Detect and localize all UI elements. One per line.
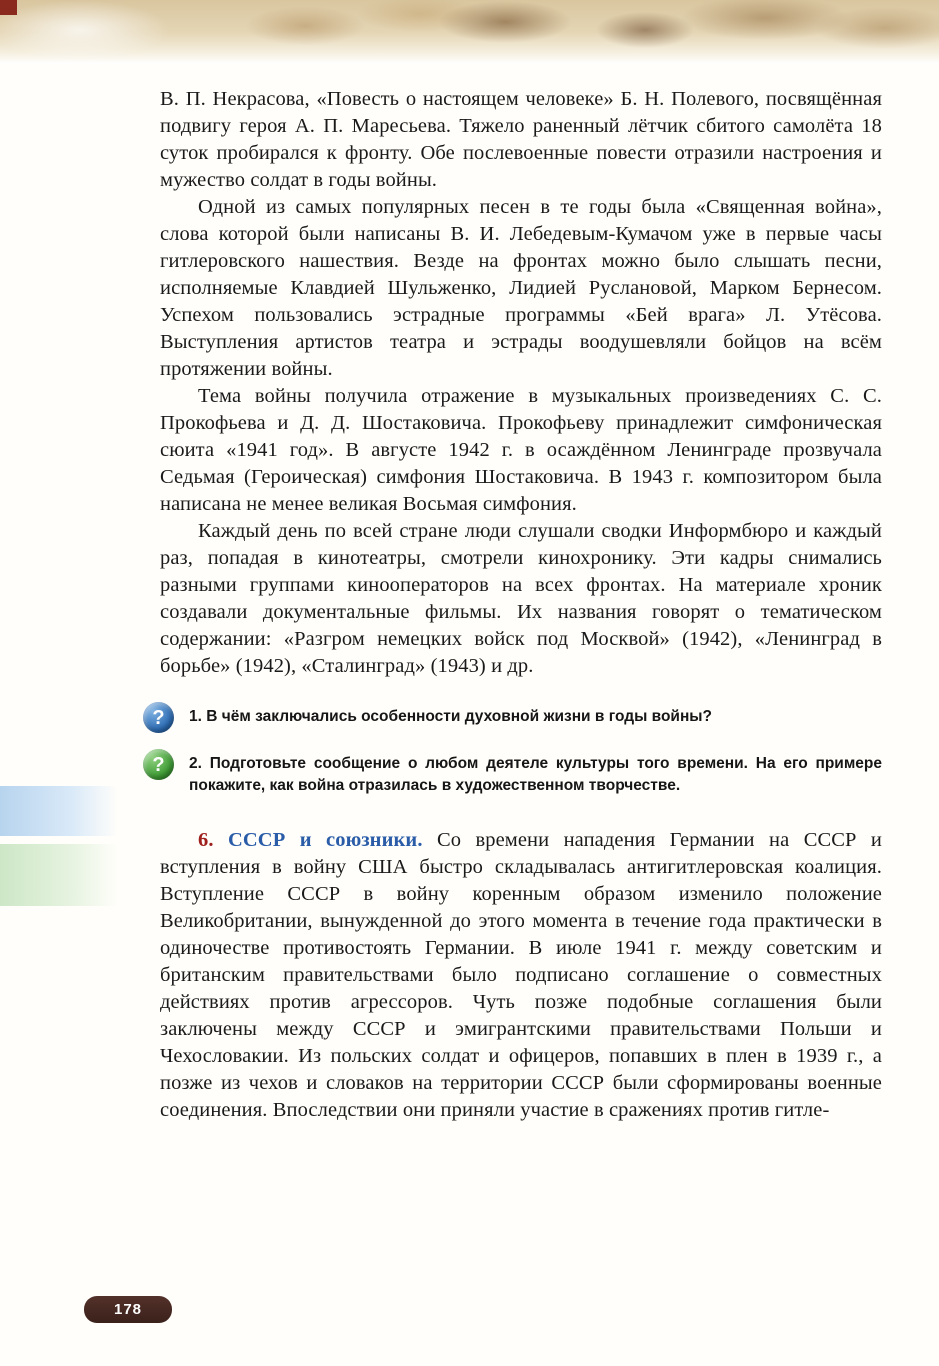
corner-mark (0, 0, 17, 15)
question-mark-icon: ? (143, 749, 174, 780)
questions-block (152, 704, 882, 797)
question-text (189, 751, 882, 797)
page-number-badge: 178 (84, 1296, 172, 1323)
body-paragraph: Каждый день по всей стране люди слушали сводки Информбюро и каждый раз, попадая в кинотеатры, смотрели кинохронику. Эти кадры снимались разными группами кинооператоров на всех фронтах. На материале хроник создавали документальные фильмы. Их названия говорят о тематическом содержании: «Разгром немецких войск под Москвой» (1942), «Ленинград в борьбе» (1942), «Сталинград» (1943) и др. (160, 520, 882, 677)
margin-color-swatch-green (0, 844, 118, 906)
question-number: 2. (189, 755, 202, 772)
section-number: 6. (198, 829, 214, 851)
section-body-text: Со времени нападения Германии на СССР и вступления в войну США быстро складывалась антигитлеровская коалиция. Вступление СССР в войну коренным образом изменило положение Великобритании, вынужденной до этого момента в течение года практически в одиночестве противостоять Германии. В июле 1941 г. между советским и британским правительствами было подписано соглашение о совместных действиях против агрессоров. Чуть позже подобные соглашения были заключены между СССР и эмигрантскими правительствами Польши и Чехословакии. Из польских солдат и офицеров, попавших в плен в 1939 г., а позже из чехов и словаков на территории СССР были сформированы военные соединения. Впоследствии они приняли участие в сражениях против гитле- (160, 829, 882, 1121)
decorative-header-ornament (0, 0, 939, 64)
margin-color-swatch-blue (0, 786, 118, 836)
question-label: В чём заключались особенности духовной жизни в годы войны? (206, 708, 713, 725)
section-6-paragraph (160, 827, 882, 1124)
question-label: Подготовьте сообщение о любом деятеле культуры того времени. На его примере покажите, как война отразилась в художественном творчестве. (189, 755, 882, 794)
question-text (189, 704, 712, 728)
question-mark-icon: ? (143, 702, 174, 733)
page-content (152, 86, 882, 1124)
body-paragraph: В. П. Некрасова, «Повесть о настоящем человеке» Б. Н. Полевого, посвящённая подвигу героя А. П. Маресьева. Тяжело раненный лётчик сбитого самолёта 18 суток пробирался к фронту. Обе послевоенные повести отразили настроения и мужество солдат в годы войны. (160, 88, 882, 191)
body-paragraph: Тема войны получила отражение в музыкальных произведениях С. С. Прокофьева и Д. Д. Шостаковича. Прокофьеву принадлежит симфоническая сюита «1941 год». В августе 1942 г. в осаждённом Ленинграде прозвучала Седьмая (Героическая) симфония Шостаковича. В 1943 г. композитором была написана не менее великая Восьмая симфония. (160, 385, 882, 515)
question-number: 1. (189, 708, 202, 725)
section-title: СССР и союзники. (227, 829, 423, 851)
question-item-2 (143, 751, 882, 797)
question-item-1 (143, 704, 882, 733)
body-paragraph: Одной из самых популярных песен в те годы была «Священная война», слова которой были написаны В. И. Лебедевым-Кумачом уже в первые часы гитлеровского нашествия. Везде на фронтах можно было слышать песни, исполняемые Клавдией Шульженко, Лидией Руслановой, Марком Бернесом. Успехом пользовались эстрадные программы «Бей врага» Л. Утёсова. Выступления артистов театра и эстрады воодушевляли бойцов на всём протяжении войны. (160, 196, 882, 380)
